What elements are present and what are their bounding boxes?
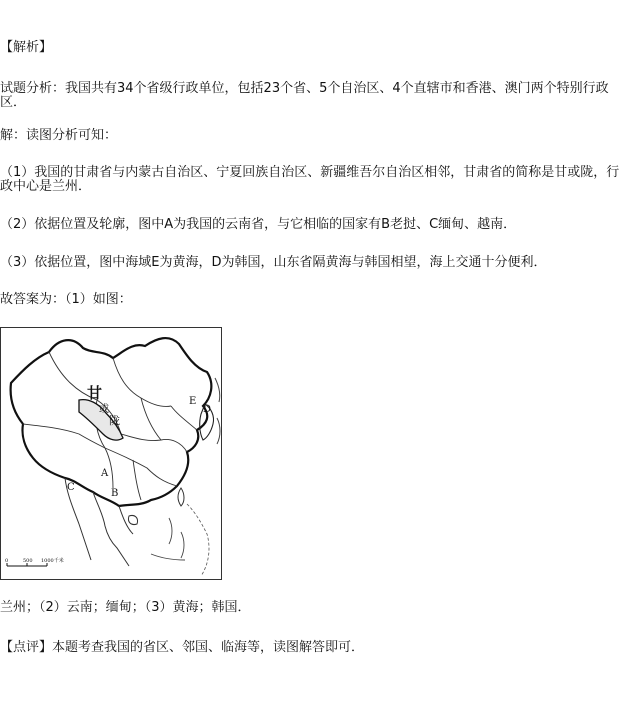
analysis-header: 【解析】 (0, 40, 53, 55)
southeast-asia (65, 478, 133, 566)
map-label-b: B (111, 488, 119, 499)
map-label-e: E (189, 396, 197, 407)
point-2: （2）依据位置及轮廓，图中A为我国的云南省，与它相临的国家有B老挝、C缅甸、越南． (0, 217, 517, 232)
china-outline-map (1, 328, 222, 580)
map-label-huo: 或 (99, 404, 109, 415)
map-label-long: 陇 (109, 414, 120, 427)
china-map-figure (0, 327, 222, 580)
point-3: （3）依据位置，图中海域E为黄海，D为韩国，山东省隔黄海与韩国相望，海上交通十分便利． (0, 255, 547, 270)
answer-intro: 故答案为：（1）如图： (0, 292, 132, 307)
map-scale-bar (5, 557, 64, 566)
map-label-d: D (203, 404, 212, 415)
point-1: （1）我国的甘肃省与内蒙古自治区、宁夏回族自治区、新疆维吾尔自治区相邻，甘肃省的简称是甘或陇，行政中心是兰州． (0, 165, 620, 194)
scale-end: 1000千米 (41, 558, 64, 564)
solution-intro: 解：读图分析可知： (0, 128, 118, 143)
answer-rest: 兰州；（2）云南；缅甸；（3）黄海；韩国． (0, 600, 251, 615)
scale-mid: 500 (23, 558, 33, 564)
analysis-text: 试题分析：我国共有34个省级行政单位，包括23个省、5个自治区、4个直辖市和香港、澳门两个特别行政区． (0, 81, 609, 110)
map-label-a: A (101, 468, 109, 479)
map-label-c: C (67, 482, 75, 493)
scale-zero: 0 (5, 558, 9, 564)
comment: 【点评】本题考查我国的省区、邻国、临海等，读图解答即可． (0, 640, 365, 655)
map-label-gan: 甘 (87, 384, 103, 402)
